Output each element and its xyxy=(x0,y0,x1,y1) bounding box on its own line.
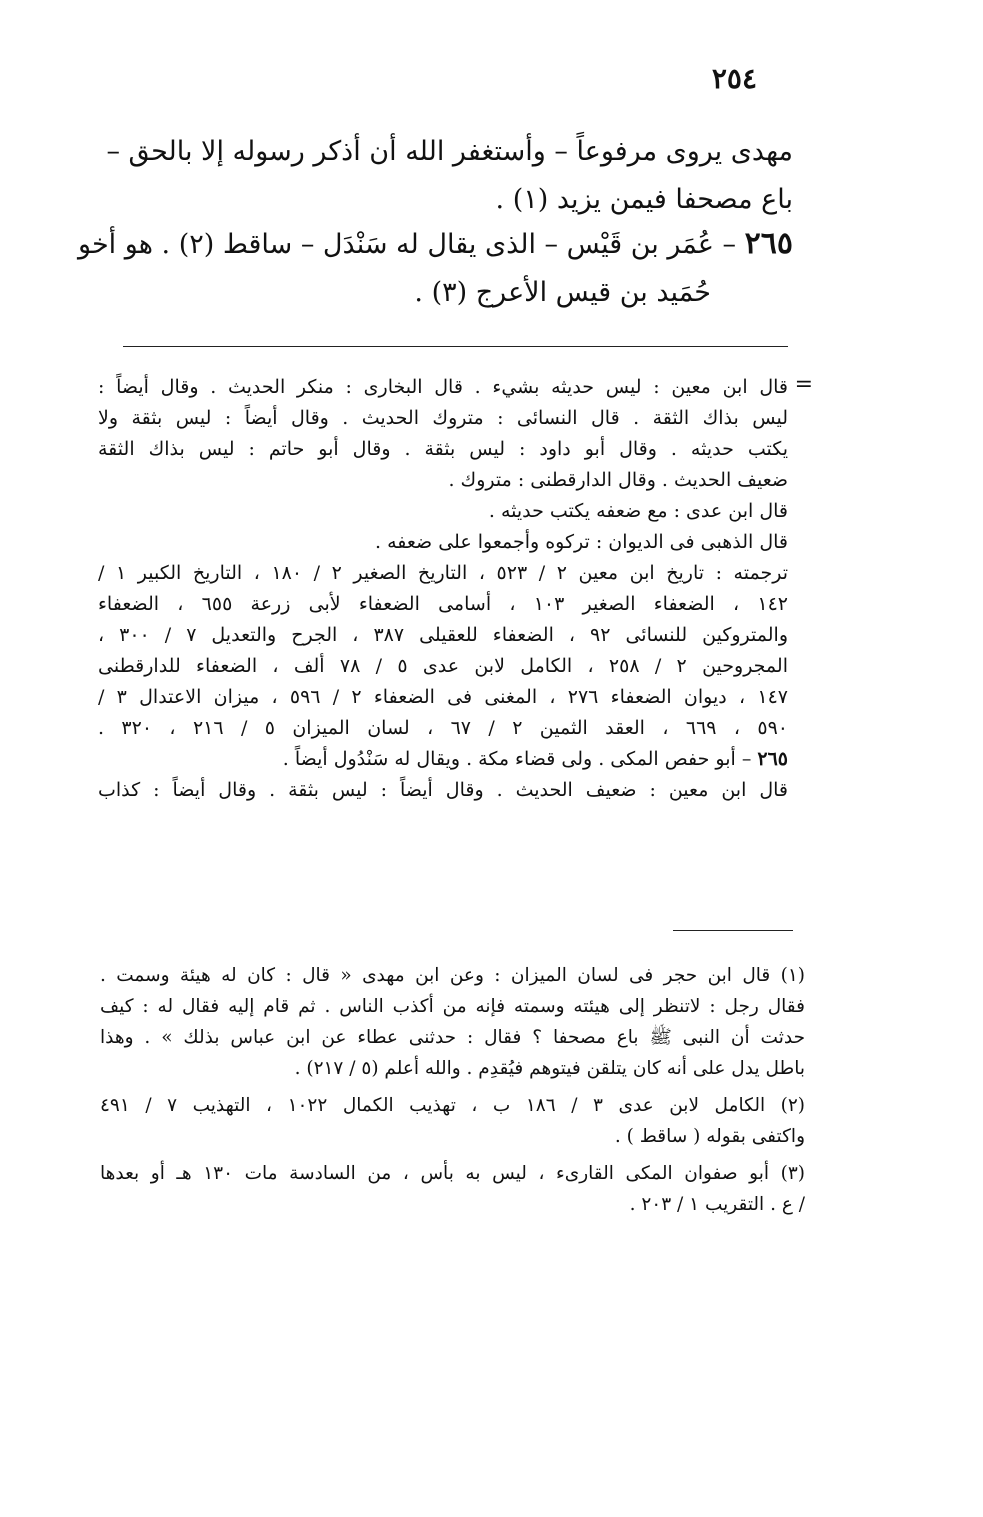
note-line: قال الذهبى فى الديوان : تركوه وأجمعوا على ضعفه . xyxy=(375,531,788,553)
note-line: قال ابن عدى : مع ضعفه يكتب حديثه . xyxy=(488,500,788,522)
section-divider xyxy=(123,346,788,347)
footnotes xyxy=(100,960,805,1226)
note-line: ترجمته : تاريخ ابن معين ٢ / ٥٢٣ ، التاريخ الصغير ٢ / ١٨٠ ، التاريخ الكبير ١ / xyxy=(98,562,788,584)
note-entry-number: ٢٦٥ xyxy=(757,748,788,770)
footnote-2 xyxy=(100,1090,805,1152)
note-line: المجروحين ٢ / ٢٥٨ ، الكامل لابن عدى ٥ / ٧٨ ألف ، الضعفاء للدارقطنى xyxy=(98,655,788,677)
footnote-line: / ع . التقريب ١ / ٢٠٣ . xyxy=(629,1194,805,1215)
footnote-line: فقال رجل : لاتنظر إلى هيئته وسمته فإنه من أكذب الناس . ثم قام إليه فقال له : كيف xyxy=(100,996,805,1017)
main-line-3 xyxy=(78,220,793,269)
page-number: ٢٥٤ xyxy=(711,62,757,95)
note-line: ١٤٢ ، الضعفاء الصغير ١٠٣ ، أسامى الضعفاء لأبى زرعة ٦٥٥ ، الضعفاء xyxy=(98,593,788,615)
main-line-2: باع مصحفا فيمن يزيد (١) . xyxy=(495,184,793,215)
note-line: قال ابن معين : ضعيف الحديث . وقال أيضاً : ليس بثقة . وقال أيضاً : كذاب xyxy=(98,779,788,801)
note-line: ١٤٧ ، ديوان الضعفاء ٢٧٦ ، المغنى فى الضعفاء ٢ / ٥٩٦ ، ميزان الاعتدال ٣ / xyxy=(98,686,788,708)
note-line: يكتب حديثه . وقال أبو داود : ليس بثقة . وقال أبو حاتم : ليس بذاك الثقة xyxy=(98,438,788,460)
footnote-line: حدثت أن النبى ﷺ باع مصحفا ؟ فقال : حدثنى عطاء عن ابن عباس بذلك » . وهذا xyxy=(100,1027,805,1048)
main-line-1: مهدى يروى مرفوعاً – وأستغفر الله أن أذكر رسوله إلا بالحق – xyxy=(106,136,793,167)
footnote-line: (٢) الكامل لابن عدى ٣ / ١٨٦ ب ، تهذيب الكمال ١٠٢٢ ، التهذيب ٧ / ٤٩١ xyxy=(100,1095,806,1116)
note-entry-line xyxy=(98,744,788,775)
note-line: ليس بذاك الثقة . قال النسائى : متروك الحديث . وقال أيضاً : ليس بثقة ولا xyxy=(98,407,788,429)
footnote-line: واكتفى بقوله ( ساقط ) . xyxy=(614,1126,805,1147)
continuation-marker: = xyxy=(794,372,813,397)
main-line-3-text: – عُمَر بن قَيْس – الذى يقال له سَنْدَل – ساقط (٢) . هو أخو xyxy=(78,229,737,260)
footnote-line: (٣) أبو صفوان المكى القارىء ، ليس به بأس ، من السادسة مات ١٣٠ هـ أو بعدها xyxy=(100,1163,805,1184)
note-line: والمتروكين للنسائى ٩٢ ، الضعفاء للعقيلى ٣٨٧ ، الجرح والتعديل ٧ / ٣٠٠ ، xyxy=(98,624,788,646)
footnote-divider xyxy=(673,930,793,931)
note-entry-text: – أبو حفص المكى . ولى قضاء مكة . ويقال له سَنْدُول أيضاً . xyxy=(282,748,752,770)
footnote-line: باطل يدل على أنه كان يتلقن فيتوهم فيُقدِم . والله أعلم (٥ / ٢١٧) . xyxy=(294,1058,805,1079)
footnote-line: (١) قال ابن حجر فى لسان الميزان : وعن ابن مهدى « قال : كان له هيئة وسمت . xyxy=(100,965,805,986)
footnote-3 xyxy=(100,1158,805,1220)
note-line: ضعيف الحديث . وقال الدارقطنى : متروك . xyxy=(448,469,788,491)
note-line: قال ابن معين : ليس حديثه بشيء . قال البخارى : منكر الحديث . وقال أيضاً : xyxy=(98,376,788,398)
note-line: ٥٩٠ ، ٦٦٩ ، العقد الثمين ٢ / ٦٧ ، لسان الميزان ٥ / ٢١٦ ، ٣٢٠ . xyxy=(98,717,788,739)
main-line-4: حُمَيد بن قيس الأعرج (٣) . xyxy=(414,277,711,308)
footnote-1 xyxy=(100,960,805,1084)
main-text xyxy=(78,128,793,317)
notes-block xyxy=(98,372,788,806)
entry-number: ٢٦٥ xyxy=(744,226,793,261)
